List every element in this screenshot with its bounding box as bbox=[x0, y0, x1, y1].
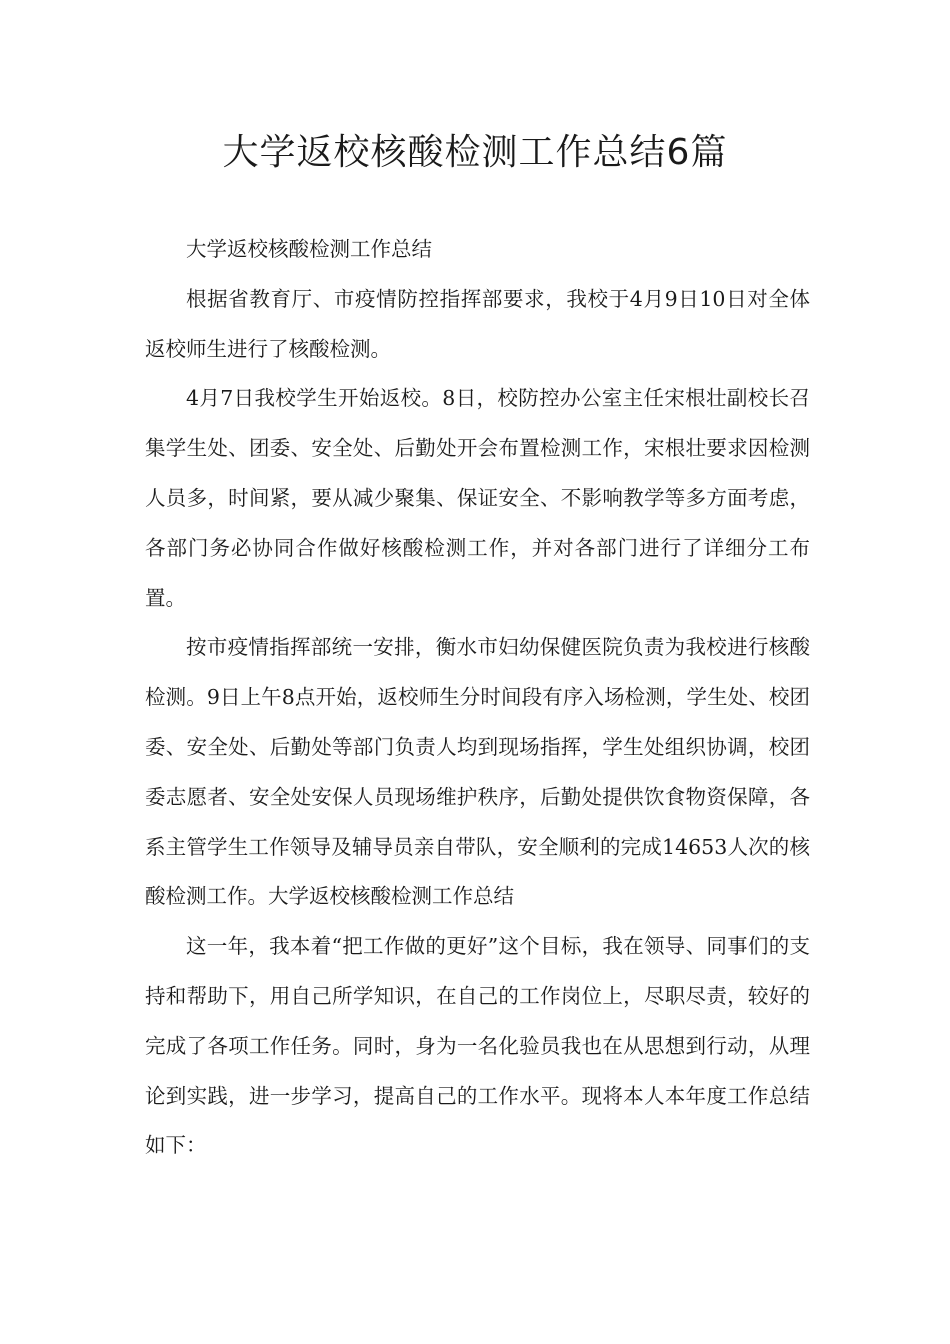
paragraph: 根据省教育厅、市疫情防控指挥部要求，我校于4月9日10日对全体返校师生进行了核酸检测。 bbox=[145, 286, 810, 361]
document-body bbox=[145, 225, 810, 1171]
paragraph: 这一年，我本着“把工作做的更好”这个目标，我在领导、同事们的支持和帮助下，用自己所学知识，在自己的工作岗位上，尽职尽责，较好的完成了各项工作任务。同时，身为一名化验员我也在从思想到行动，从理论到实践，进一步学习，提高自己的工作水平。现将本人本年度工作总结如下： bbox=[145, 934, 810, 1158]
paragraph: 4月7日我校学生开始返校。8日，校防控办公室主任宋根壮副校长召集学生处、团委、安全处、后勤处开会布置检测工作，宋根壮要求因检测人员多，时间紧，要从减少聚集、保证安全、不影响教学等多方面考虑，各部门务必协同合作做好核酸检测工作，并对各部门进行了详细分工布置。 bbox=[145, 386, 810, 610]
paragraph-subtitle: 大学返校核酸检测工作总结 bbox=[186, 237, 432, 261]
paragraph: 按市疫情指挥部统一安排，衡水市妇幼保健医院负责为我校进行核酸检测。9日上午8点开始，返校师生分时间段有序入场检测，学生处、校团委、安全处、后勤处等部门负责人均到现场指挥，学生处组织协调，校团委志愿者、安全处安保人员现场维护秩序，后勤处提供饮食物资保障，各系主管学生工作领导及辅导员亲自带队，安全顺利的完成14653人次的核酸检测工作。大学返校核酸检测工作总结 bbox=[145, 635, 810, 909]
document-title: 大学返校核酸检测工作总结6篇 bbox=[222, 132, 728, 173]
